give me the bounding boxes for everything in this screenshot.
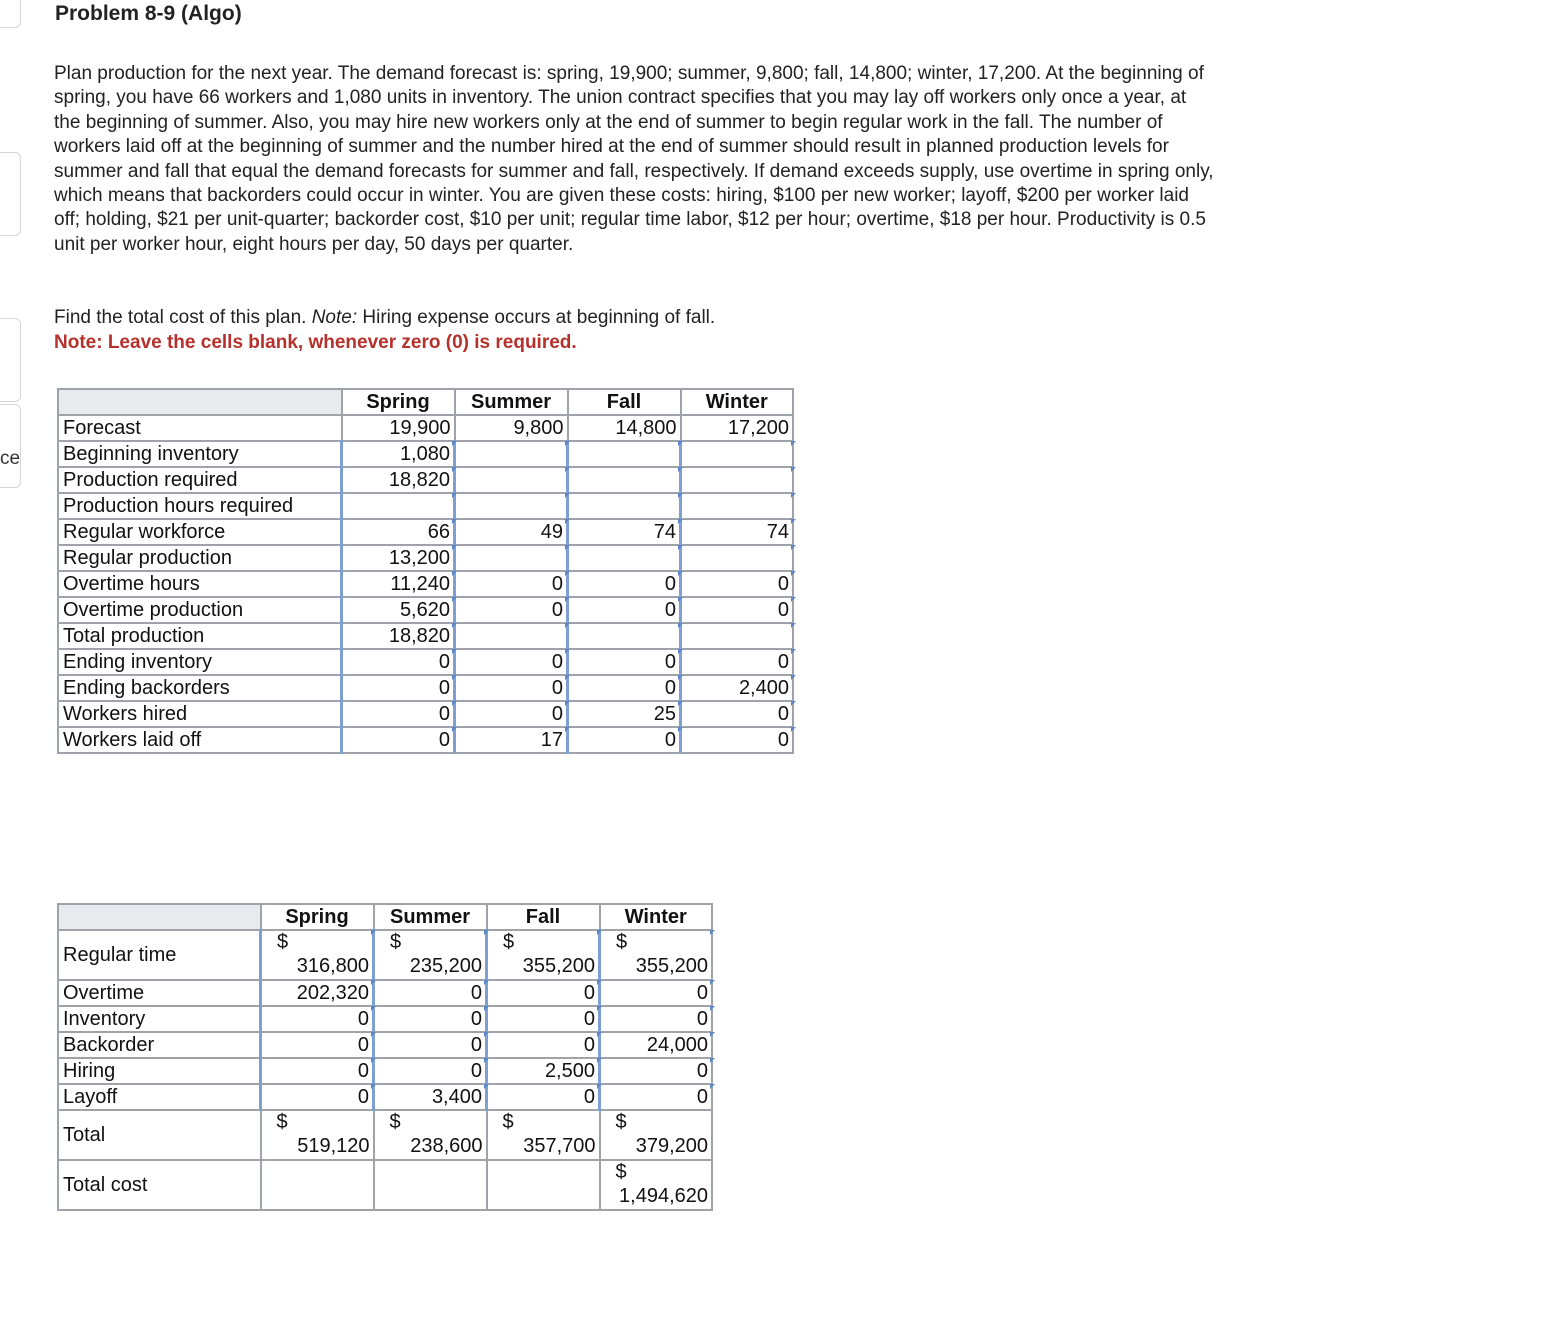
plan-input-summer[interactable]: 0 [455,701,568,727]
cost-header-summer: Summer [374,904,487,930]
cost-row-label: Total [58,1110,261,1160]
sidebar-fragment-3 [0,318,21,402]
plan-row-label: Workers hired [58,701,342,727]
cost-value: 379,200 [635,1134,708,1157]
plan-row-label: Overtime hours [58,571,342,597]
plan-input-fall[interactable] [568,623,681,649]
plan-row [58,441,793,467]
forecast-spring: 19,900 [342,415,455,441]
plan-row-label: Forecast [58,415,342,441]
plan-input-winter[interactable]: 0 [681,597,794,623]
plan-row [58,701,793,727]
plan-input-fall[interactable]: 0 [568,597,681,623]
cost-header-fall: Fall [487,904,600,930]
plan-input-winter[interactable] [681,493,794,519]
sidebar-fragment-2 [0,152,21,236]
plan-input-summer[interactable]: 0 [455,597,568,623]
plan-row-label: Overtime production [58,597,342,623]
cost-row-label: Regular time [58,930,261,980]
cost-input-regular-time-fall[interactable] [487,930,600,980]
empty-cell [261,1160,374,1210]
cost-row-regular-time [58,930,712,980]
cost-value: 1,494,620 [619,1184,708,1207]
plan-input-summer[interactable]: 0 [455,675,568,701]
plan-header-spring: Spring [342,389,455,415]
plan-input-winter[interactable]: 0 [681,727,794,753]
plan-input-fall[interactable]: 0 [568,727,681,753]
cost-input-spring[interactable]: 0 [261,1006,374,1032]
plan-input-winter[interactable] [681,545,794,571]
plan-input-fall[interactable]: 0 [568,649,681,675]
plan-row-label: Regular production [58,545,342,571]
plan-input-spring[interactable]: 66 [342,519,455,545]
plan-row [58,545,793,571]
find-text: Find the total cost of this plan. [54,307,307,328]
currency-symbol: $ [502,1110,514,1133]
plan-row [58,623,793,649]
cost-input-fall[interactable]: 2,500 [487,1058,600,1084]
cost-value: 238,600 [410,1134,483,1157]
cost-input-winter[interactable]: 0 [600,1006,713,1032]
cost-input-regular-time-summer[interactable] [374,930,487,980]
cost-input-winter[interactable]: 24,000 [600,1032,713,1058]
plan-row [58,571,793,597]
production-plan-table [57,388,794,754]
forecast-summer: 9,800 [455,415,568,441]
plan-input-winter[interactable]: 2,400 [681,675,794,701]
plan-input-fall[interactable]: 74 [568,519,681,545]
cost-input-summer[interactable]: 0 [374,1058,487,1084]
currency-symbol: $ [276,1110,288,1133]
cost-row-label: Overtime [58,980,261,1006]
plan-input-winter[interactable] [681,441,794,467]
cost-value: 316,800 [296,954,369,977]
problem-statement: Plan production for the next year. The demand forecast is: spring, 19,900; summer, 9,800; fall, 14,800; winter, 17,200. At the beginning of spring, you have 66 workers and 1,080 units in inventory. The union contract specifies that you may lay off workers only once a year, at the beginning of summer. Also, you may hire new workers only at the end of summer to begin regular work in the fall. The number of workers laid off at the beginning of summer and the number hired at the end of summer should result in planned production levels for summer and fall that equal the demand forecasts for summer and fall, respectively. If demand exceeds supply, use overtime in spring only, which means that backorders could occur in winter. You are given these costs: hiring, $100 per new worker; layoff, $200 per worker laid off; holding, $21 per unit-quarter; backorder cost, $10 per unit; regular time labor, $12 per hour; overtime, $18 per hour. Productivity is 0.5 unit per worker hour, eight hours per day, 50 days per quarter. [54,63,1214,255]
plan-row-label: Ending inventory [58,649,342,675]
currency-symbol: $ [615,1160,627,1183]
plan-input-summer[interactable]: 0 [455,571,568,597]
cost-header-spring: Spring [261,904,374,930]
cost-row-total [58,1110,712,1160]
sidebar-fragment-1 [0,0,21,28]
plan-input-fall[interactable] [568,545,681,571]
plan-header-blank [58,389,342,415]
cost-value: 355,200 [522,954,595,977]
cost-row-label: Backorder [58,1032,261,1058]
plan-input-fall[interactable] [568,493,681,519]
plan-input-winter[interactable]: 0 [681,571,794,597]
forecast-fall: 14,800 [568,415,681,441]
plan-input-spring[interactable]: 18,820 [342,623,455,649]
sidebar-fragment-4 [0,404,21,488]
plan-header-winter: Winter [681,389,794,415]
plan-input-winter[interactable]: 0 [681,649,794,675]
plan-input-summer[interactable]: 0 [455,649,568,675]
cost-value: 519,120 [297,1134,370,1157]
total-winter [600,1110,713,1160]
plan-row-label: Production hours required [58,493,342,519]
cost-row-label: Hiring [58,1058,261,1084]
cost-input-regular-time-spring[interactable] [261,930,374,980]
empty-cell [374,1160,487,1210]
plan-input-summer[interactable]: 17 [455,727,568,753]
currency-symbol: $ [389,1110,401,1133]
plan-input-summer[interactable] [455,467,568,493]
cost-row [58,980,712,1006]
problem-title: Problem 8-9 (Algo) [55,2,242,25]
cost-row [58,1084,712,1110]
plan-row-label: Beginning inventory [58,441,342,467]
cost-input-spring[interactable]: 202,320 [261,980,374,1006]
cost-value: 355,200 [635,954,708,977]
plan-input-spring[interactable]: 13,200 [342,545,455,571]
plan-header-summer: Summer [455,389,568,415]
cost-row [58,1058,712,1084]
cost-input-winter[interactable]: 0 [600,1058,713,1084]
plan-row [58,727,793,753]
find-note-text: Hiring expense occurs at beginning of fall. [362,307,716,328]
plan-input-spring[interactable]: 0 [342,701,455,727]
plan-input-winter[interactable]: 74 [681,519,794,545]
plan-row [58,493,793,519]
plan-input-summer[interactable] [455,441,568,467]
plan-row-label: Ending backorders [58,675,342,701]
cost-input-winter[interactable]: 0 [600,980,713,1006]
currency-symbol: $ [390,930,402,953]
cost-header-blank [58,904,261,930]
plan-input-fall[interactable] [568,441,681,467]
sidebar-edge-label: ce [0,448,21,469]
plan-row-label: Production required [58,467,342,493]
cost-input-fall[interactable]: 0 [487,980,600,1006]
plan-input-summer[interactable] [455,493,568,519]
currency-symbol: $ [615,1110,627,1133]
cost-table [57,903,713,1211]
plan-input-winter[interactable] [681,623,794,649]
cost-row [58,1032,712,1058]
plan-header-fall: Fall [568,389,681,415]
cost-header-row [58,904,712,930]
plan-input-spring[interactable]: 0 [342,675,455,701]
cost-header-winter: Winter [600,904,713,930]
cost-input-spring[interactable]: 0 [261,1032,374,1058]
cost-input-spring[interactable]: 0 [261,1084,374,1110]
cost-input-summer[interactable]: 0 [374,980,487,1006]
cost-input-fall[interactable]: 0 [487,1032,600,1058]
plan-row-label: Workers laid off [58,727,342,753]
plan-input-spring[interactable]: 0 [342,727,455,753]
plan-input-spring[interactable]: 0 [342,649,455,675]
cost-value: 357,700 [523,1134,596,1157]
forecast-winter: 17,200 [681,415,794,441]
plan-input-summer[interactable]: 49 [455,519,568,545]
total-summer [374,1110,487,1160]
plan-input-spring[interactable]: 11,240 [342,571,455,597]
plan-input-spring[interactable]: 1,080 [342,441,455,467]
blank-cells-note: Note: Leave the cells blank, whenever zero (0) is required. [54,331,577,353]
plan-input-winter[interactable]: 0 [681,701,794,727]
cost-row [58,1006,712,1032]
plan-input-summer[interactable] [455,623,568,649]
plan-row [58,675,793,701]
plan-input-winter[interactable] [681,467,794,493]
instructions [54,306,715,355]
currency-symbol: $ [503,930,515,953]
currency-symbol: $ [616,930,628,953]
plan-input-fall[interactable]: 0 [568,571,681,597]
cost-input-summer[interactable]: 0 [374,1006,487,1032]
plan-input-fall[interactable]: 0 [568,675,681,701]
find-note-label: Note: [311,307,358,328]
cost-row-label: Total cost [58,1160,261,1210]
plan-row [58,649,793,675]
cost-input-summer[interactable]: 0 [374,1032,487,1058]
cost-value: 235,200 [409,954,482,977]
plan-row [58,597,793,623]
plan-row [58,467,793,493]
plan-input-spring[interactable]: 5,620 [342,597,455,623]
plan-row-label: Total production [58,623,342,649]
plan-input-summer[interactable] [455,545,568,571]
cost-input-spring[interactable]: 0 [261,1058,374,1084]
empty-cell [487,1160,600,1210]
plan-input-spring[interactable]: 18,820 [342,467,455,493]
cost-input-winter[interactable]: 0 [600,1084,713,1110]
plan-row [58,415,793,441]
plan-input-spring[interactable] [342,493,455,519]
cost-input-fall[interactable]: 0 [487,1084,600,1110]
plan-header-row [58,389,793,415]
plan-input-fall[interactable]: 25 [568,701,681,727]
total-cost-value [600,1160,713,1210]
plan-row-label: Regular workforce [58,519,342,545]
plan-input-fall[interactable] [568,467,681,493]
total-spring [261,1110,374,1160]
cost-row-label: Inventory [58,1006,261,1032]
total-fall [487,1110,600,1160]
cost-row-label: Layoff [58,1084,261,1110]
currency-symbol: $ [277,930,289,953]
cost-row-total-cost [58,1160,712,1210]
cost-input-fall[interactable]: 0 [487,1006,600,1032]
plan-row [58,519,793,545]
cost-input-summer[interactable]: 3,400 [374,1084,487,1110]
cost-input-regular-time-winter[interactable] [600,930,713,980]
